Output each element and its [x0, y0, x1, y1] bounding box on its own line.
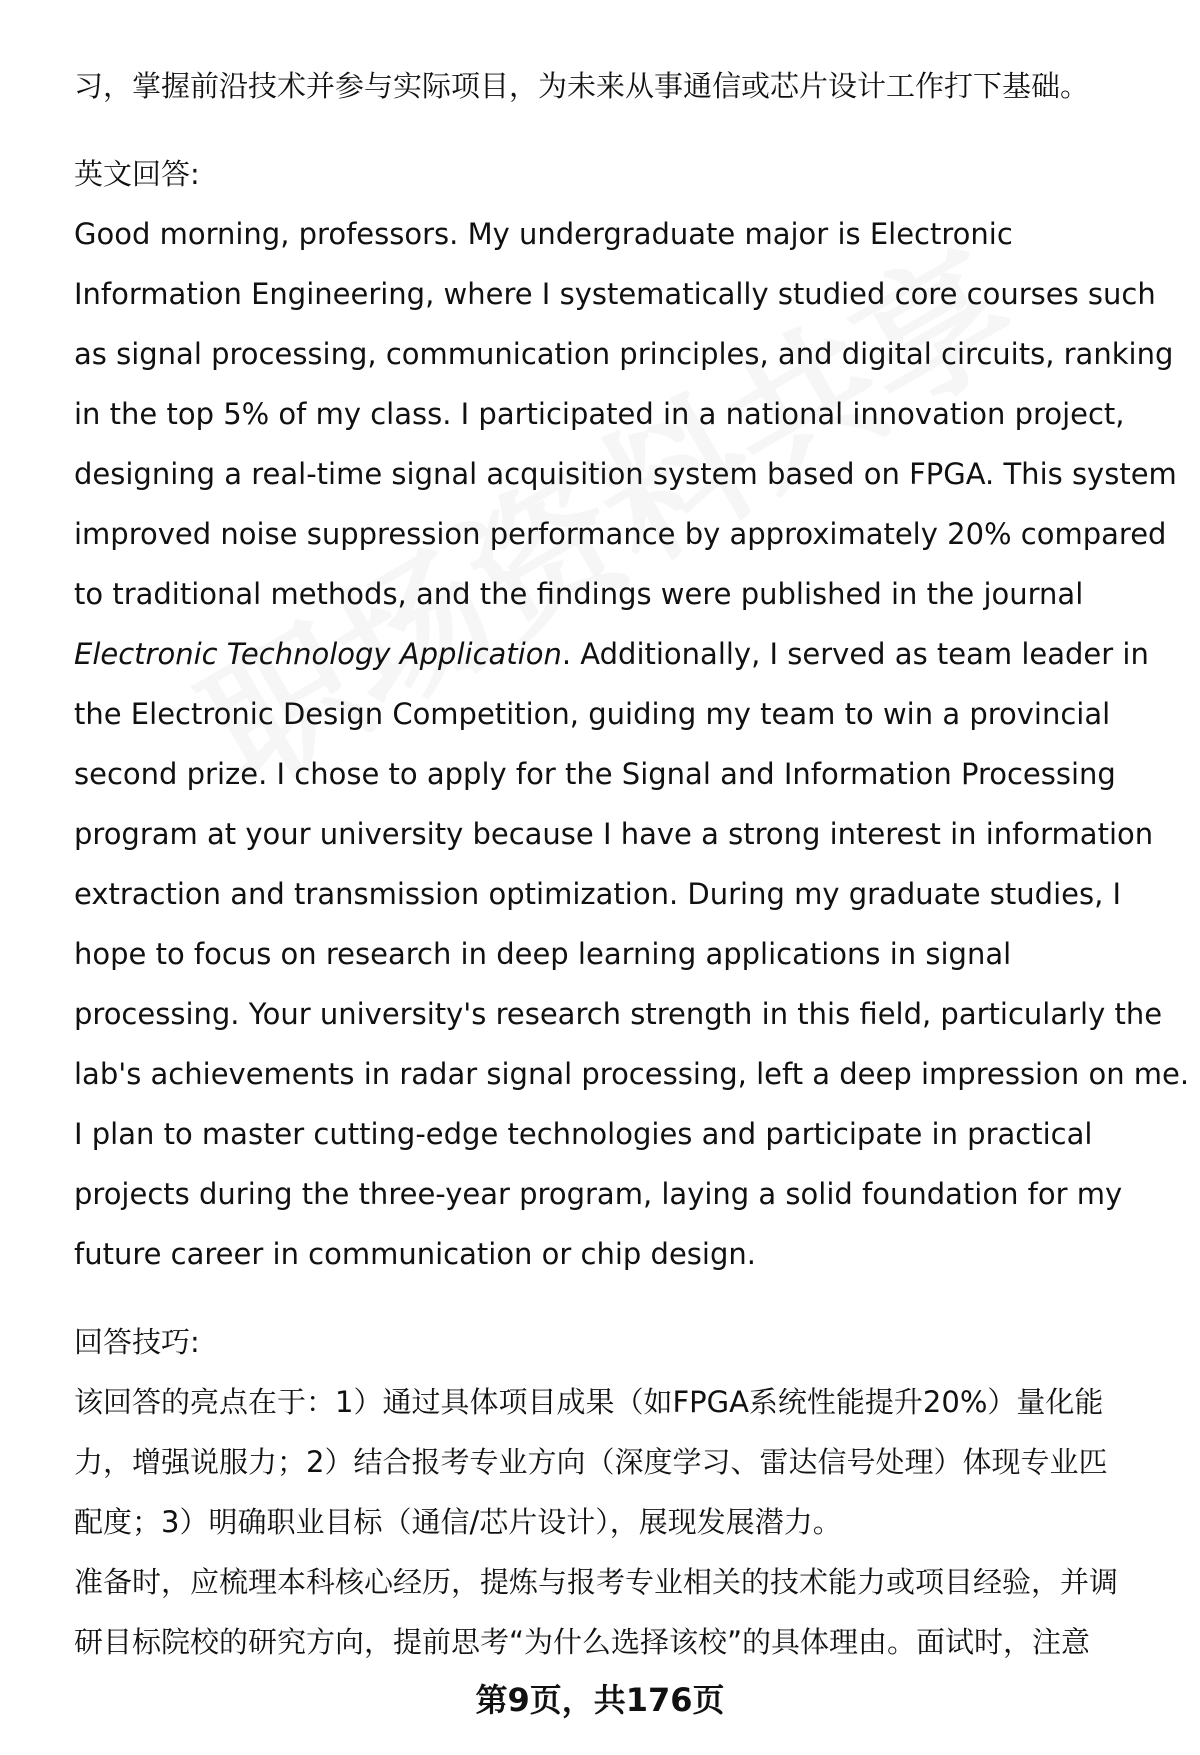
english-answer-line-journal [74, 624, 1154, 684]
tips-line: 配度；3）明确职业目标（通信/芯片设计），展现发展潜力。 [74, 1505, 842, 1539]
english-answer-line: as signal processing, communication principles, and digital circuits, ranking [74, 337, 1174, 371]
english-answer-line: second prize. I chose to apply for the Signal and Information Processing [74, 757, 1116, 791]
english-answer-line: future career in communication or chip design. [74, 1237, 756, 1271]
journal-line-rest: . Additionally, I served as team leader in [561, 637, 1149, 671]
english-answer-line: improved noise suppression performance by approximately 20% compared [74, 517, 1167, 551]
english-answer-line: designing a real-time signal acquisition system based on FPGA. This system [74, 457, 1177, 491]
tips-line: 研目标院校的研究方向，提前思考“为什么选择该校”的具体理由。面试时，注意 [74, 1625, 1091, 1659]
english-answer-line: the Electronic Design Competition, guiding my team to win a provincial [74, 697, 1111, 731]
page-number-footer: 第9页，共176页 [475, 1681, 725, 1719]
tips-line: 准备时，应梳理本科核心经历，提炼与报考专业相关的技术能力或项目经验，并调 [74, 1565, 1119, 1599]
english-answer-line: in the top 5% of my class. I participated in a national innovation project, [74, 397, 1125, 431]
english-answer-heading: 英文回答: [74, 157, 200, 191]
english-answer-line: projects during the three-year program, laying a solid foundation for my [74, 1177, 1123, 1211]
english-answer-line: Information Engineering, where I systematically studied core courses such [74, 277, 1156, 311]
chinese-intro-tail: 习，掌握前沿技术并参与实际项目，为未来从事通信或芯片设计工作打下基础。 [74, 69, 1090, 103]
english-answer-line: hope to focus on research in deep learning applications in signal [74, 937, 1012, 971]
tips-line: 力，增强说服力；2）结合报考专业方向（深度学习、雷达信号处理）体现专业匹 [74, 1445, 1108, 1479]
english-answer-line: processing. Your university's research strength in this field, particularly the [74, 997, 1163, 1031]
english-answer-line: extraction and transmission optimization. During my graduate studies, I [74, 877, 1122, 911]
english-answer-line: lab's achievements in radar signal processing, left a deep impression on me. [74, 1057, 1190, 1091]
tips-heading: 回答技巧: [74, 1325, 200, 1359]
english-answer-line: to traditional methods, and the findings were published in the journal [74, 577, 1084, 611]
english-answer-line: I plan to master cutting-edge technologies and participate in practical [74, 1117, 1093, 1151]
tips-line: 该回答的亮点在于：1）通过具体项目成果（如FPGA系统性能提升20%）量化能 [74, 1385, 1104, 1419]
page-content [74, 56, 1190, 1672]
english-answer-line: Good morning, professors. My undergraduate major is Electronic [74, 217, 1013, 251]
english-answer-line: program at your university because I have a strong interest in information [74, 817, 1154, 851]
journal-name: Electronic Technology Application [74, 637, 562, 671]
